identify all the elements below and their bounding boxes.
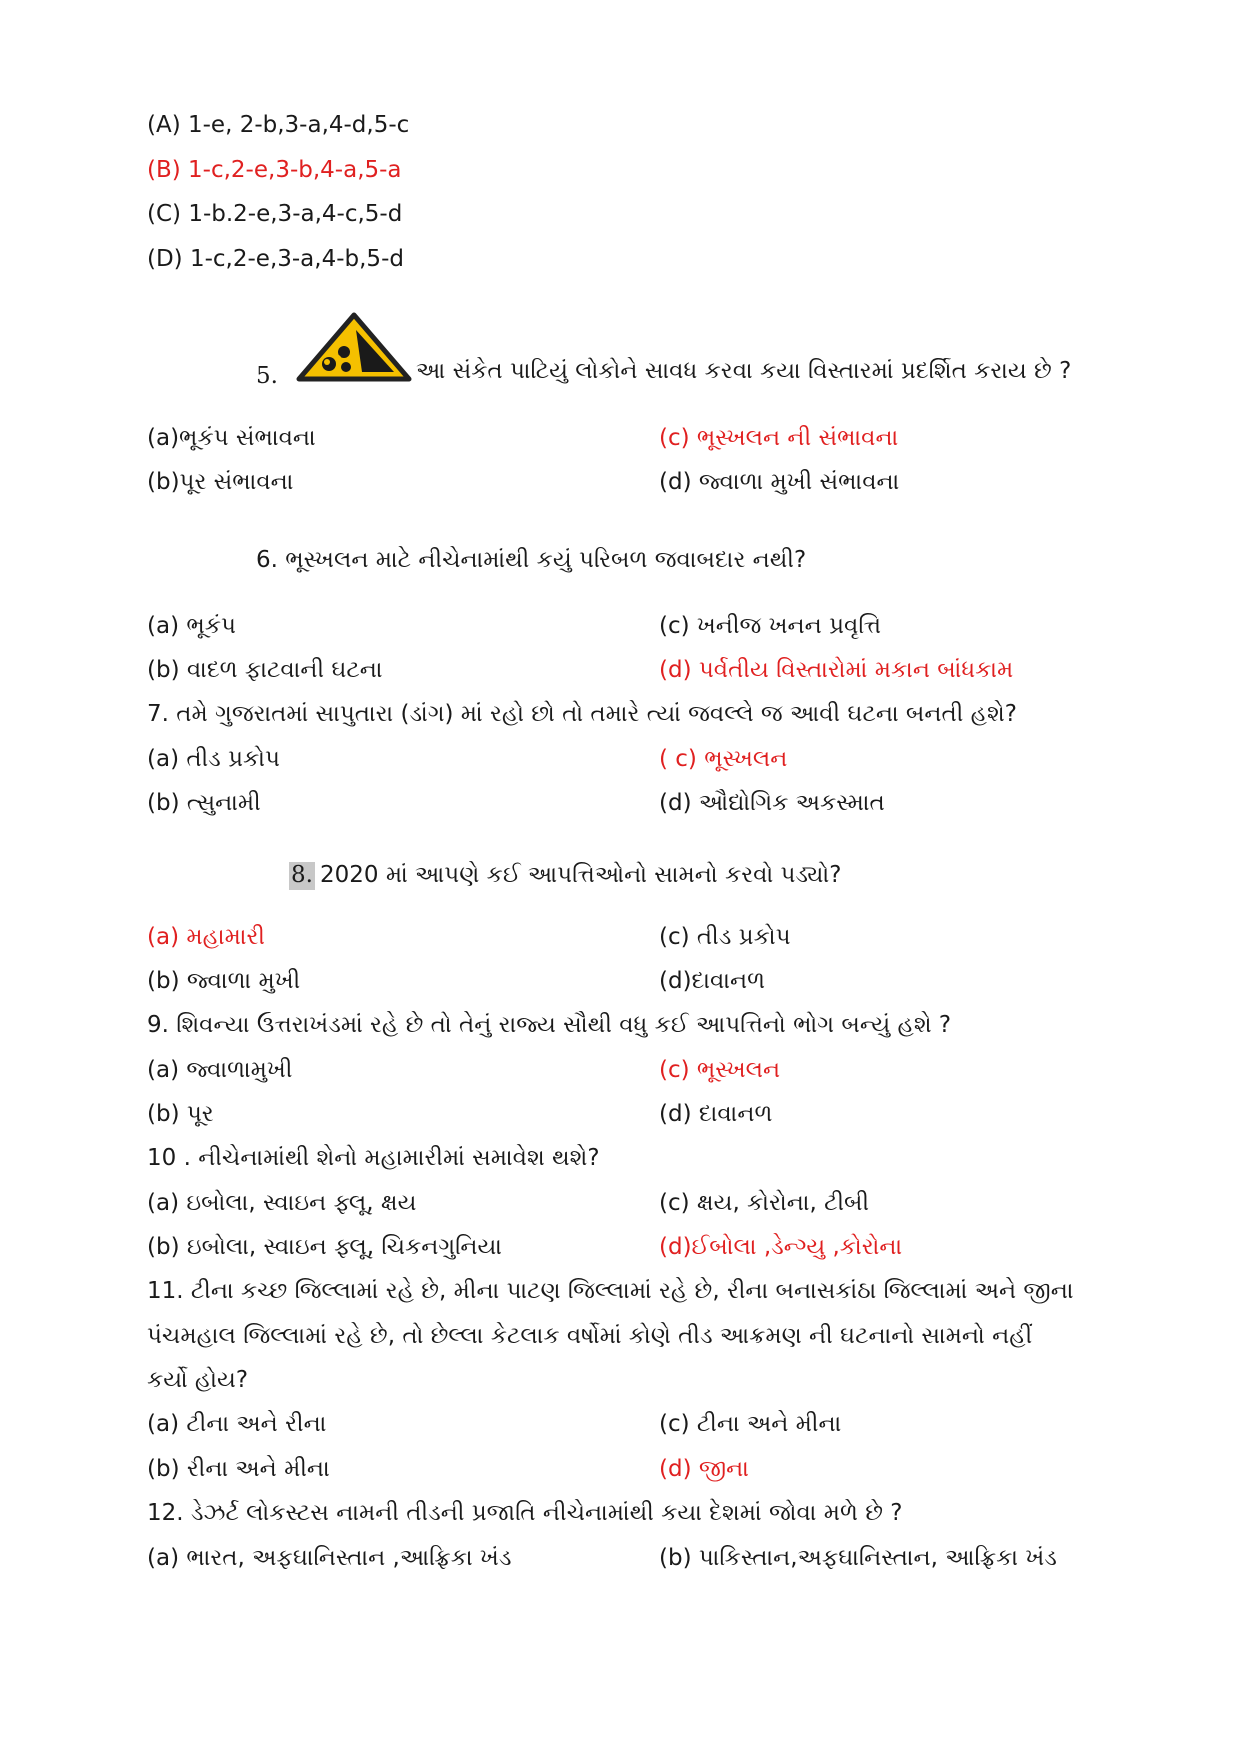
q10-option-b: (b) ઇબોલા, સ્વાઇન ફ્લૂ, ચિકનગુનિયા <box>147 1234 502 1260</box>
q7-option-b: (b) ત્સુનામી <box>147 790 261 816</box>
q8-option-c: (c) તીડ પ્રકોપ <box>659 924 791 950</box>
q8-number: 8. <box>291 862 313 888</box>
q7-question: 7. તમે ગુજરાતમાં સાપુતારા (ડાંગ) માં રહો છો તો તમારે ત્યાં જવલ્લે જ આવી ઘટના બનતી હશે? <box>147 701 1017 727</box>
q6-option-c: (c) ખનીજ ખનન પ્રવૃત્તિ <box>659 613 882 639</box>
q11-option-b: (b) રીના અને મીના <box>147 1456 330 1482</box>
q9-option-a: (a) જ્વાળામુખી <box>147 1057 293 1083</box>
q10-question: 10 . નીચેનામાંથી શેનો મહામારીમાં સમાવેશ થશે? <box>147 1145 600 1171</box>
q12-question: 12. ડેઝર્ટ લોકસ્ટસ નામની તીડની પ્રજાતિ નીચેનામાંથી કયા દેશમાં જોવા મળે છે ? <box>147 1500 903 1526</box>
q10-option-a: (a) ઇબોલા, સ્વાઇન ફ્લૂ, ક્ષય <box>147 1190 417 1216</box>
q10-option-d-answer: (d)ઈબોલા ,ડેન્ગ્યુ ,કોરોના <box>659 1234 903 1260</box>
q12-option-a: (a) ભારત, અફઘાનિસ્તાન ,આફ્રિકા ખંડ <box>147 1545 512 1571</box>
q5-option-c-answer: (c) ભૂસ્ખલન ની સંભાવના <box>659 425 899 451</box>
q7-option-a: (a) તીડ પ્રકોપ <box>147 746 280 772</box>
q11-question-line1: 11. ટીના કચ્છ જિલ્લામાં રહે છે, મીના પાટણ જિલ્લામાં રહે છે, રીના બનાસકાંઠા જિલ્લામાં અને જીના <box>147 1278 1074 1304</box>
q12-option-b: (b) પાકિસ્તાન,અફઘાનિસ્તાન, આફ્રિકા ખંડ <box>659 1545 1057 1571</box>
q4-option-c: (C) 1-b.2-e,3-a,4-c,5-d <box>147 201 403 227</box>
q10-option-c: (c) ક્ષય, કોરોના, ટીબી <box>659 1190 870 1216</box>
q11-question-line2: પંચમહાલ જિલ્લામાં રહે છે, તો છેલ્લા કેટલાક વર્ષોમાં કોણે તીડ આક્રમણ ની ઘટનાનો સામનો નહીં <box>147 1323 1033 1349</box>
q7-option-d: (d) ઔદ્યોગિક અકસ્માત <box>659 790 885 816</box>
q6-option-a: (a) ભૂકંપ <box>147 613 236 639</box>
q9-option-c-answer: (c) ભૂસ્ખલન <box>659 1057 781 1083</box>
rockfall-warning-sign-icon <box>296 312 412 382</box>
q5-option-b: (b)પૂર સંભાવના <box>147 469 294 495</box>
q5-question: આ સંકેત પાટિયું લોકોને સાવધ કરવા કયા વિસ્તારમાં પ્રદર્શિત કરાય છે ? <box>416 358 1072 384</box>
q11-option-a: (a) ટીના અને રીના <box>147 1411 327 1437</box>
q4-option-d: (D) 1-c,2-e,3-a,4-b,5-d <box>147 246 404 272</box>
q6-option-d-answer: (d) પર્વતીય વિસ્તારોમાં મકાન બાંધકામ <box>659 657 1014 683</box>
q8-option-a-answer: (a) મહામારી <box>147 924 265 950</box>
q4-option-b-answer: (B) 1-c,2-e,3-b,4-a,5-a <box>147 157 402 183</box>
q5-option-d: (d) જ્વાળા મુખી સંભાવના <box>659 469 900 495</box>
q8-option-d: (d)દાવાનળ <box>659 968 766 994</box>
q6-question: 6. ભૂસ્ખલન માટે નીચેનામાંથી કયું પરિબળ જવાબદાર નથી? <box>256 547 807 573</box>
q8-question: 2020 માં આપણે કઈ આપત્તિઓનો સામનો કરવો પડ્યો? <box>320 862 842 888</box>
q9-option-d: (d) દાવાનળ <box>659 1101 773 1127</box>
q11-option-c: (c) ટીના અને મીના <box>659 1411 842 1437</box>
q5-number: 5. <box>256 363 278 389</box>
q7-option-c-answer: ( c) ભૂસ્ખલન <box>659 746 788 772</box>
q8-option-b: (b) જ્વાળા મુખી <box>147 968 301 994</box>
q6-option-b: (b) વાદળ ફાટવાની ઘટના <box>147 657 383 683</box>
q5-option-a: (a)ભૂકંપ સંભાવના <box>147 425 316 451</box>
q11-question-line3: કર્યો હોય? <box>147 1367 249 1393</box>
q9-question: 9. શિવન્યા ઉત્તરાખંડમાં રહે છે તો તેનું રાજ્ય સૌથી વધુ કઈ આપત્તિનો ભોગ બન્યું હશે ? <box>147 1012 952 1038</box>
q11-option-d-answer: (d) જીના <box>659 1456 749 1482</box>
q4-option-a: (A) 1-e, 2-b,3-a,4-d,5-c <box>147 112 410 138</box>
q9-option-b: (b) પૂર <box>147 1101 214 1127</box>
